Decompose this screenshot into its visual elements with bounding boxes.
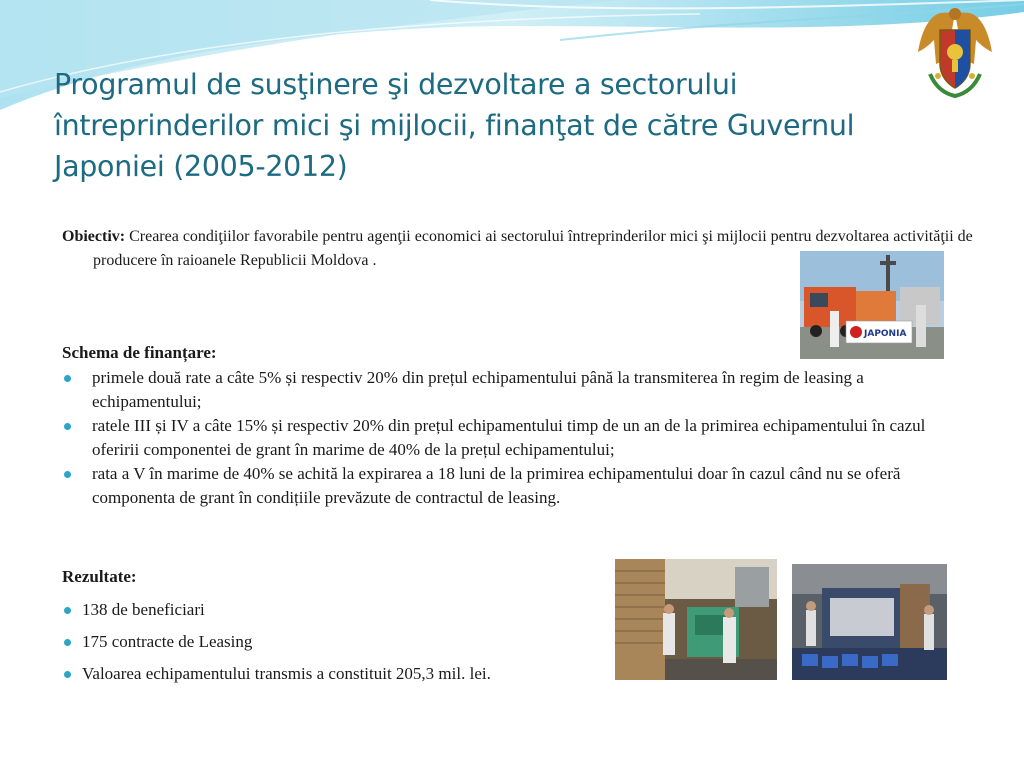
results-list <box>62 598 622 694</box>
financing-item-text: rata a V în marime de 40% se achită la expirarea a 18 luni de la primirea echipamentului doar în cazul când nu se oferă componenta de grant în condițiile prevăzute de contractul de leasing. <box>92 464 901 507</box>
bullet-dot-icon <box>64 639 71 646</box>
financing-list <box>62 366 962 510</box>
list-item <box>62 630 622 654</box>
objective-text: Crearea condiţiilor favorabile pentru agenţii economici ai sectorului întreprinderilor mici şi mijlocii pentru dezvoltarea activităţii de producere în raioanele Republicii Moldova . <box>93 228 973 269</box>
results-heading: Rezultate: <box>62 567 137 586</box>
bullet-dot-icon <box>64 671 71 678</box>
objective-label: Obiectiv: <box>62 228 126 245</box>
photo-woodworking-machine <box>615 559 777 680</box>
results-item-text: 175 contracte de Leasing <box>82 632 253 651</box>
slide-title: Programul de susţinere şi dezvoltare a sectorului întreprinderilor mici şi mijlocii, finanţat de către Guvernul Japoniei (2005-2012) <box>54 68 855 183</box>
moldova-coat-of-arms-icon <box>912 4 998 100</box>
results-item-text: Valoarea echipamentului transmis a constituit 205,3 mil. lei. <box>82 664 491 683</box>
bullet-dot-icon <box>64 471 71 478</box>
results-item-text: 138 de beneficiari <box>82 600 205 619</box>
bullet-dot-icon <box>64 607 71 614</box>
financing-item-text: primele două rate a câte 5% și respectiv 20% din prețul echipamentului până la transmiterea în regim de leasing a echipamentului; <box>92 368 864 411</box>
list-item <box>62 366 962 414</box>
list-item <box>62 462 962 510</box>
bullet-dot-icon <box>64 423 71 430</box>
list-item <box>62 662 622 686</box>
photo-banner-text: JAPONIA <box>864 329 907 339</box>
photo-industrial-machine <box>792 564 947 680</box>
list-item <box>62 598 622 622</box>
financing-heading: Schema de finanțare: <box>62 343 217 362</box>
bullet-dot-icon <box>64 375 71 382</box>
list-item <box>62 414 962 462</box>
financing-item-text: ratele III și IV a câte 15% și respectiv 20% din prețul echipamentului timp de un an de la primirea echipamentului în cazul oferirii componentei de grant în marime de 40% de la prețul echipamentului; <box>92 416 926 459</box>
photo-trucks-japonia <box>800 251 944 359</box>
